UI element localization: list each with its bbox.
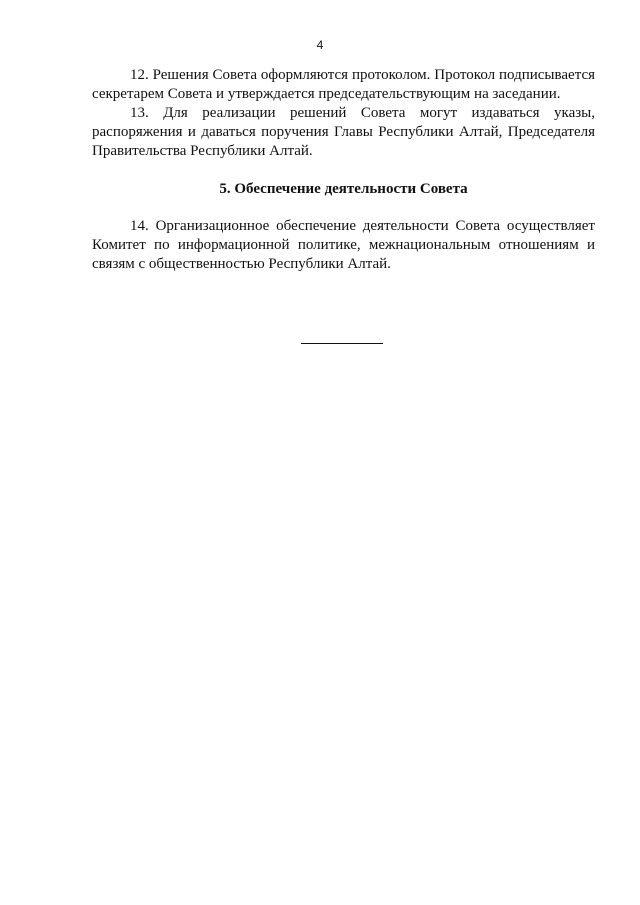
paragraph-14: 14. Организационное обеспечение деятельности Совета осуществляет Комитет по информационной политике, межнациональным отношениям и связям с общественностью Республики Алтай. [92,218,595,272]
paragraph-13: 13. Для реализации решений Совета могут издаваться указы, распоряжения и даваться поручения Главы Республики Алтай, Председателя Правительства Республики Алтай. [92,105,595,159]
page-number: 4 [316,38,324,52]
end-divider [301,343,383,344]
section-heading: 5. Обеспечение деятельности Совета [219,181,468,197]
document-body [92,66,595,274]
paragraph-12: 12. Решения Совета оформляются протоколом. Протокол подписывается секретарем Совета и утверждается председательствующим на заседании. [92,67,595,102]
